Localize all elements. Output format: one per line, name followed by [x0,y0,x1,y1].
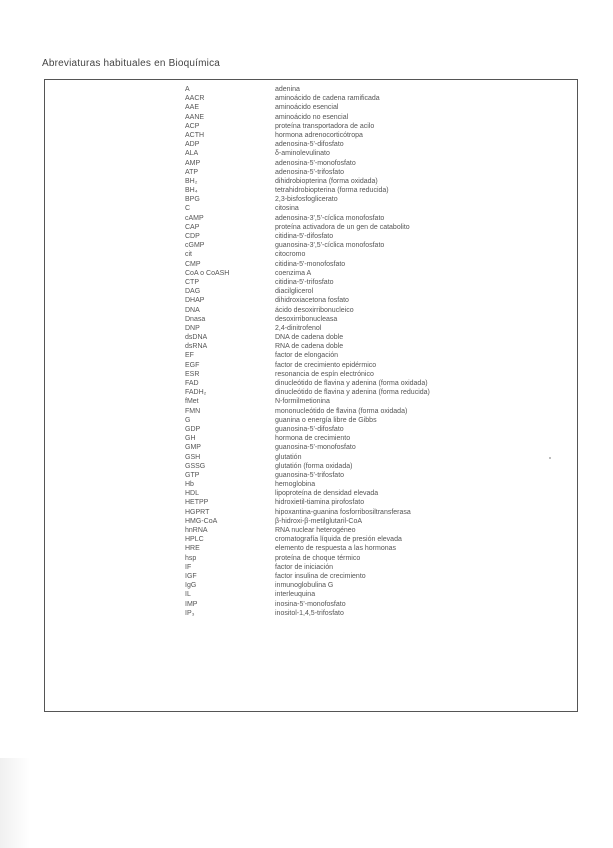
table-row [185,315,565,324]
table-row [185,572,565,581]
meaning: lipoproteína de densidad elevada [275,490,379,498]
table-row [185,177,565,186]
abbreviation: FAD [185,380,199,387]
abbreviation: AAE [185,104,200,112]
meaning: δ-aminolevulinato [275,150,330,158]
table-row [185,324,565,333]
scan-shadow [0,758,30,848]
table-row [185,388,565,397]
abbreviation: CMP [185,260,201,268]
table-row [185,186,565,195]
abbreviation: IGF [185,572,197,580]
meaning: adenosina-5'-monofosfato [275,159,356,167]
meaning: mononucleótido de flavina (forma oxidada) [275,407,408,415]
abbreviation: GMP [185,444,201,452]
meaning: cromatografía líquida de presión elevada [275,536,402,544]
abbreviation: EGF [185,361,200,369]
table-row [185,287,565,296]
meaning: dinucleótido de flavina y adenina (forma reducida) [275,389,430,397]
meaning: inmunoglobulina G [275,582,334,590]
abbreviation: dsDNA [185,334,208,342]
table-row [185,361,565,370]
abbreviation: G [185,416,191,424]
meaning: factor de crecimiento epidérmico [275,361,377,369]
abbreviation: CDP [185,233,200,240]
table-row [185,407,565,416]
abbreviation: HRE [185,545,200,553]
meaning: aminoácido no esencial [275,113,349,121]
abbreviation: AACR [185,95,205,103]
table-row [185,113,565,122]
meaning: desoxirribonucleasa [275,315,338,323]
meaning: factor de elongación [275,352,339,360]
abbreviation: IMP [185,600,198,608]
meaning: hormona adrenocorticótropa [275,131,363,139]
table-row [185,149,565,158]
abbreviation: CTP [185,278,199,286]
page-title: Abreviaturas habituales en Bioquímica [42,58,221,69]
abbreviation: fMet [185,398,199,406]
table-row [185,278,565,287]
meaning: glutatión (forma oxidada) [275,462,353,470]
table-row [185,333,565,342]
meaning: resonancia de espín electrónico [275,370,374,378]
meaning: aminoácido esencial [275,104,339,112]
table-row [185,250,565,259]
abbreviation: GSH [185,453,201,461]
abbreviation: Hb [185,481,194,489]
meaning: ácido desoxirribonucleico [275,306,354,314]
abbreviation: DNA [185,306,200,314]
abbreviation: A [185,86,190,93]
table-row [185,581,565,590]
abbreviation: hsp [185,554,197,562]
abbreviation: DHAP [185,297,205,305]
abbreviation: ESR [185,370,200,378]
table-row [185,590,565,599]
table-row [185,397,565,406]
table-row [185,425,565,434]
abbreviation: IgG [185,582,197,590]
abbreviation: IF [185,563,192,571]
abbreviation: HETPP [185,499,209,507]
table-row [185,370,565,379]
meaning: diacilglicerol [275,288,314,296]
table-row [185,103,565,112]
meaning: citocromo [275,251,306,259]
meaning: elemento de respuesta a las hormonas [275,545,397,553]
abbreviation: GH [185,435,196,443]
meaning: factor de iniciación [275,563,333,571]
meaning: inosina-5'-monofosfato [275,600,346,608]
table-row [185,434,565,443]
table-row [185,269,565,278]
table-row [185,498,565,507]
table-row [185,351,565,360]
abbreviation: ADP [185,141,200,149]
table-row [185,306,565,315]
table-row [185,554,565,563]
meaning: adenosina-5'-trifosfato [275,168,345,176]
meaning: citidina-5'-monofosfato [275,260,346,268]
abbreviation: FADH₂ [185,389,207,397]
meaning: coenzima A [275,269,312,277]
meaning: citosina [275,205,299,213]
table-row [185,296,565,305]
table-row [185,563,565,572]
table-row [185,214,565,223]
abbreviation: ATP [185,168,199,176]
meaning: dinucleótido de flavina y adenina (forma oxidada) [275,380,428,387]
abbreviation: cAMP [185,214,204,222]
abbreviation: ALA [185,150,199,158]
meaning: β-hidroxi-β-metilglutaril-CoA [275,517,363,525]
table-row [185,131,565,140]
abbreviation: HPLC [185,536,204,544]
abbreviation: EF [185,352,194,360]
table-row [185,480,565,489]
abbreviation: CoA o CoASH [185,269,230,277]
meaning: RNA nuclear heterogéneo [275,527,356,534]
table-row [185,471,565,480]
meaning: guanina o energía libre de Gibbs [275,416,377,424]
meaning: 2,4-dinitrofenol [275,324,322,332]
meaning: guanosina-5'-trifosfato [275,471,345,479]
abbreviation: FMN [185,407,201,415]
meaning: RNA de cadena doble [275,343,344,351]
abbreviation: cit [185,251,192,259]
table-row [185,241,565,250]
meaning: glutatión [275,453,302,461]
meaning: hipoxantina-guanina fosforribosiltransferasa [275,508,411,516]
table-row [185,453,565,462]
table-row [185,443,565,452]
abbreviation: hnRNA [185,527,208,534]
meaning: 2,3-bisfosfoglicerato [275,196,338,204]
meaning: adenosina-3',5'-cíclica monofosfato [275,214,385,222]
abbreviation: IP₃ [185,609,195,617]
meaning: proteína transportadora de acilo [275,122,375,130]
meaning: hormona de crecimiento [275,435,351,443]
meaning: DNA de cadena doble [275,334,344,342]
table-row [185,159,565,168]
meaning: interleuquina [275,591,316,599]
abbreviation: DAG [185,288,201,296]
table-row [185,416,565,425]
table-row [185,379,565,388]
table-row [185,609,565,618]
meaning: proteína activadora de un gen de catabolito [275,223,410,231]
abbreviation: AMP [185,159,201,167]
abbreviations-list [185,85,565,618]
abbreviation: HMG-CoA [185,517,218,525]
table-row [185,260,565,269]
table-row [185,544,565,553]
table-row [185,517,565,526]
abbreviation: GDP [185,425,201,433]
abbreviation: Dnasa [185,315,206,323]
table-row [185,342,565,351]
meaning: hemoglobina [275,481,316,489]
meaning: factor insulina de crecimiento [275,572,366,580]
abbreviation: BH₂ [185,177,198,185]
table-row [185,140,565,149]
meaning: hidroxietil-tiamina pirofosfato [275,499,365,507]
table-row [185,168,565,177]
meaning: citidina-5'-difosfato [275,233,334,240]
abbreviation: BPG [185,196,200,204]
abbreviation: CAP [185,223,200,231]
meaning: guanosina-3',5'-cíclica monofosfato [275,242,385,250]
meaning: proteína de choque térmico [275,554,361,562]
meaning: aminoácido de cadena ramificada [275,95,380,103]
table-row [185,223,565,232]
table-row [185,526,565,535]
meaning: N-formilmetionina [275,398,330,406]
meaning: guanosina-5'-monofosfato [275,444,356,452]
meaning: dihidroxiacetona fosfato [275,297,349,305]
abbreviation: HGPRT [185,508,210,516]
table-row [185,232,565,241]
abbreviation: dsRNA [185,343,208,351]
abbreviation: IL [185,591,191,599]
meaning: adenina [275,86,300,93]
abbreviation: GTP [185,471,200,479]
abbreviation: DNP [185,324,200,332]
abbreviation: BH₄ [185,187,198,195]
meaning: inositol-1,4,5-trifosfato [275,609,344,617]
abbreviation: AANE [185,113,205,121]
meaning: tetrahidrobiopterina (forma reducida) [275,187,389,195]
abbreviation: cGMP [185,242,205,250]
meaning: guanosina-5'-difosfato [275,425,344,433]
table-row [185,600,565,609]
abbreviation: ACP [185,122,200,130]
table-row [185,462,565,471]
table-row [185,195,565,204]
meaning: dihidrobiopterina (forma oxidada) [275,177,378,185]
abbreviation: C [185,205,191,213]
meaning: adenosina-5'-difosfato [275,141,344,149]
abbreviation: ACTH [185,131,205,139]
table-row [185,122,565,131]
meaning: citidina-5'-trifosfato [275,278,334,286]
table-row [185,85,565,94]
abbreviation: GSSG [185,462,206,470]
table-row [185,204,565,213]
table-row [185,94,565,103]
table-row [185,489,565,498]
abbreviation: HDL [185,490,200,498]
table-row [185,508,565,517]
table-row [185,535,565,544]
scan-speck [549,457,551,459]
